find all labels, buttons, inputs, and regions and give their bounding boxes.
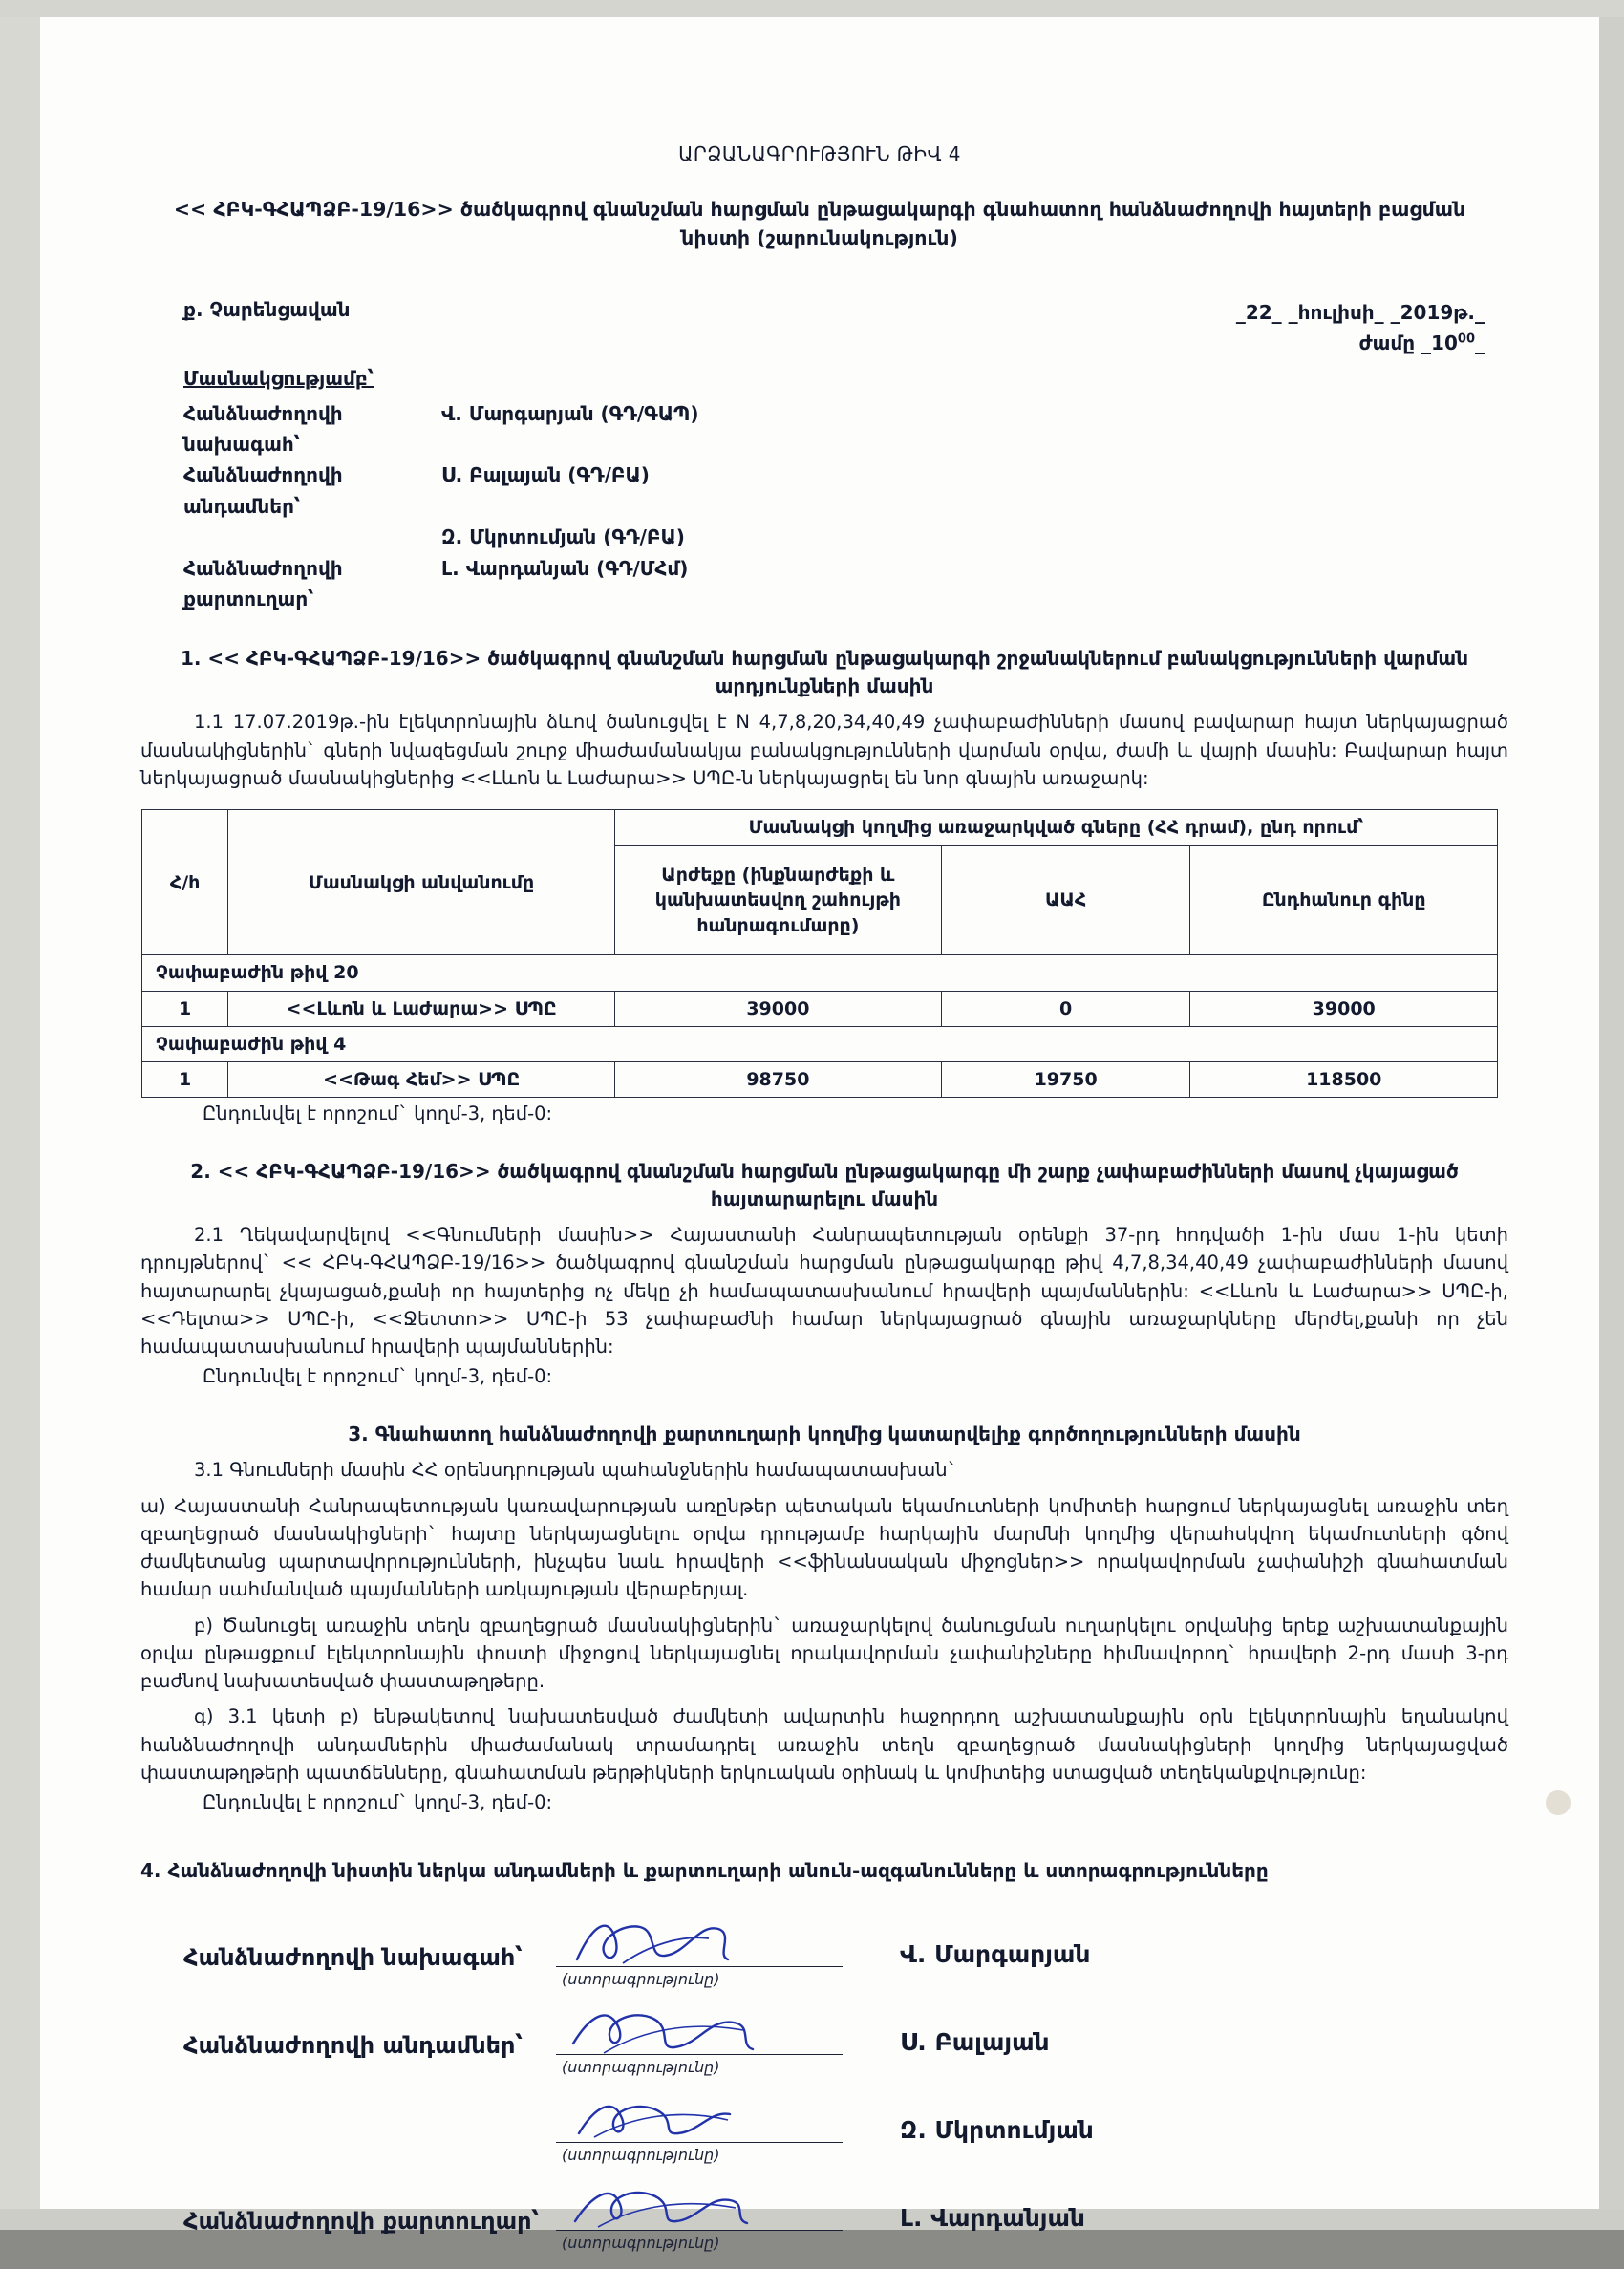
table-header-row-1: [142, 810, 1498, 846]
table-group-row: [142, 955, 1498, 991]
document-content: [40, 17, 1599, 2269]
header-total: Ընդհանուր գինը: [1190, 846, 1498, 955]
row-no: 1: [142, 991, 228, 1026]
scan-edge-right: [1599, 0, 1624, 2230]
section-2-heading: 2. << ՀԲԿ-ԳՀԱՊՁԲ-19/16>> ծածկագրով գնանշման հարցման ընթացակարգը մի շարք չափաբաժինների մասով չկայացած հայտարարելու մասին: [190, 1160, 1459, 1211]
signature-caption: (ստորագրությունը): [562, 2233, 720, 2252]
header-vat: ԱԱՀ: [941, 846, 1190, 955]
header-prices-group: Մասնակցի կողմից առաջարկված գները (ՀՀ դրամ), ընդ որում՝: [614, 810, 1497, 846]
section-3-item-b: բ) Ծանուցել առաջին տեղն զբաղեցրած մասնակիցներին` առաջարկելով ծանուցման ուղարկելու օրվանից երեք աշխատանքային օրվա ընթացքում էլեկտրոնային փոստի միջոցով ներկայացնել որակավորման չափանիշները հիմնավորող` հրավերի 2-րդ մասի 3-րդ բաժնով նախատեսված փաստաթղթերը.: [140, 1614, 1508, 1693]
signature-line: [556, 1917, 843, 1988]
participant-name: Ս. Բալայան (ԳԴ/ԲԱ): [441, 463, 650, 487]
row-price: 39000: [614, 991, 941, 1026]
section-3-heading: 3. Գնահատող հանձնաժողովի քարտուղարի կողմից կատարվելիք գործողությունների մասին: [348, 1423, 1301, 1446]
participant-name: Լ. Վարդանյան (ԳԴ/ՄՀմ): [441, 556, 689, 580]
signature-name: Լ. Վարդանյան: [900, 2203, 1085, 2232]
signature-role: Հանձնաժողովի անդամներ՝: [183, 2031, 523, 2059]
section-4-heading: 4. Հանձնաժողովի նիստին ներկա անդամների և քարտուղարի անուն-ազգանունները և ստորագրությունները: [140, 1858, 1269, 1882]
group-label-lot-20: Չափաբաժին թիվ 20: [142, 955, 1498, 991]
signature-role: Հանձնաժողովի քարտուղար՝: [183, 2207, 540, 2235]
signature-line: [556, 2005, 843, 2076]
section-2-decision-note: Ընդունվել է որոշում` կողմ-3, դեմ-0:: [203, 1365, 553, 1388]
signature-caption: (ստորագրությունը): [562, 2145, 720, 2164]
section-3-item-a: ա) Հայաստանի Հանրապետության կառավարության առընթեր պետական եկամուտների կոմիտեի հարցում ներկայացնել առաջին տեղ զբաղեցրած մասնակիցների` հայտը ներկայացնելու օրվա դրությամբ հարկային մարմնի կողմից վերահսկվող եկամուտների գծով ժամկետանց պարտավորությունների, ինչպես նաև հրավերի <<ֆինանսական միջոցներ>> որակավորման չափանիշի գնահատման համար սահմանված պայմանների առկայության վերաբերյալ.: [140, 1494, 1508, 1601]
participant-role: Հանձնաժողովի անդամներ՝: [183, 463, 343, 518]
signature-rule: [556, 2230, 843, 2231]
row-total: 118500: [1190, 1062, 1498, 1098]
document-title: ԱՐՁԱՆԱԳՐՈՒԹՅՈՒՆ ԹԻՎ 4: [678, 142, 961, 165]
signature-row-secretary: [183, 2181, 1599, 2252]
signature-role: [183, 2093, 556, 2150]
scan-edge-top: [0, 0, 1624, 17]
section-3-intro: 3.1 Գնումների մասին ՀՀ օրենսդրության պահանջներին համապատասխան`: [194, 1459, 957, 1482]
signature-row-member-2: [183, 2093, 1599, 2164]
time-superscript: 00: [1457, 332, 1475, 347]
section-2-paragraph: 2.1 Ղեկավարվելով <<Գնումների մասին>> Հայաստանի Հանրապետության օրենքի 37-րդ հոդվածի 1-ին մաս 1-ին կետի դրույթներով` << ՀԲԿ-ԳՀԱՊՁԲ-19/16>> ծածկագրով գնանշման հարցման ընթացակարգը թիվ 4,7,8,34,40,49 չափաբաժինների մասով հայտարարել չկայացած,քանի որ հայտերից ոչ մեկը չի համապատասխանում հրավերի պայմաններին: <<Լևոն և Լաժարա>> ՍՊԸ-ի, <<Դելտա>> ՍՊԸ-ի, <<Ջետտո>> ՍՊԸ-ի 53 չափաբաժնի համար ներկայացրած գնային առաջարկները մերժել,քանի որ չեն համապատասխանում հրավերի պայմաններին:: [140, 1224, 1508, 1359]
row-vat: 19750: [941, 1062, 1190, 1098]
participant-row-secretary: [183, 553, 1599, 615]
signature-name: Ս. Բալայան: [900, 2027, 1050, 2056]
handwritten-signature-icon: [566, 2001, 823, 2057]
signature-caption: (ստորագրությունը): [562, 2057, 720, 2076]
row-total: 39000: [1190, 991, 1498, 1026]
signature-row-chair: [183, 1917, 1599, 1988]
row-participant: <<Լևոն և Լաժարա>> ՍՊԸ: [228, 991, 615, 1026]
place-label: ք. Չարենցավան: [183, 298, 351, 322]
row-vat: 0: [941, 991, 1190, 1026]
participant-row-member-1: [183, 460, 1599, 522]
date-time-block: [1236, 297, 1485, 358]
participant-role: Հանձնաժողովի քարտուղար՝: [183, 556, 343, 611]
row-no: 1: [142, 1062, 228, 1098]
header-no: Հ/հ: [142, 810, 228, 955]
section-1-heading: 1. << ՀԲԿ-ԳՀԱՊՁԲ-19/16>> ծածկագրով գնանշման հարցման ընթացակարգի շրջանակներում բանակցությունների վարման արդյունքների մասին: [180, 647, 1469, 698]
section-3-decision-note: Ընդունվել է որոշում` կողմ-3, դեմ-0:: [203, 1791, 553, 1814]
row-participant: <<Թագ Հեմ>> ՍՊԸ: [228, 1062, 615, 1098]
signature-row-member-1: [183, 2005, 1599, 2076]
signatures-block: [40, 1917, 1599, 2252]
header-participant: Մասնակցի անվանումը: [228, 810, 615, 955]
participant-row-chair: [183, 398, 1599, 460]
participant-row-member-2: [183, 522, 1599, 552]
row-price: 98750: [614, 1062, 941, 1098]
signature-rule: [556, 1966, 843, 1967]
signature-line: [556, 2093, 843, 2164]
handwritten-signature-icon: [566, 2089, 823, 2145]
signature-name: Վ. Մարգարյան: [900, 1939, 1091, 1968]
time-label: ժամը $\_10^{00}\_$: [1358, 332, 1485, 355]
group-label-lot-4: Չափաբաժին թիվ 4: [142, 1026, 1498, 1061]
date-label: _22_ _հուլիսի_ _2019թ._: [1235, 301, 1485, 325]
header-price: Արժեքը (ինքնարժեքի և կանխատեսվող շահույթի հանրագումարը): [614, 846, 941, 955]
participants-heading: Մասնակցությամբ՝: [183, 367, 374, 391]
place-date-row: [40, 297, 1599, 360]
table-decision-note: Ընդունվել է որոշում` կողմ-3, դեմ-0:: [203, 1102, 553, 1125]
handwritten-signature-icon: [566, 1914, 823, 1969]
participants-block: [40, 366, 1599, 614]
bids-table: [141, 809, 1498, 1098]
signature-caption: (ստորագրությունը): [562, 1969, 720, 1988]
document-subtitle: << ՀԲԿ-ԳՀԱՊՁԲ-19/16>> ծածկագրով գնանշման հարցման ընթացակարգի գնահատող հանձնաժողովի հայտերի բացման նիստի (շարունակություն): [173, 197, 1466, 250]
section-1-paragraph: 1.1 17.07.2019թ.-ին էլեկտրոնային ձևով ծանուցվել է N 4,7,8,20,34,40,49 չափաբաժինների մասով բավարար հայտ ներկայացրած մասնակիցներին` գների նվազեցման շուրջ միաժամանակյա բանակցությունների վարման օրվա, ժամի և վայրի մասին: Բավարար հայտ ներկայացրած մասնակիցներից <<Լևոն և Լաժարա>> ՍՊԸ-ն ներկայացրել են նոր գնային առաջարկ:: [140, 711, 1508, 789]
paper-sheet: [40, 17, 1599, 2252]
participant-role: Հանձնաժողովի նախագահ՝: [183, 401, 343, 457]
section-3-item-c: գ) 3.1 կետի բ) ենթակետով նախատեսված ժամկետի ավարտին հաջորդող աշխատանքային օրն էլեկտրոնային եղանակով հանձնաժողովի անդամներին միաժամանակ տրամադրել առաջին տեղն զբաղեցրած մասնակիցների կողմից ներկայացված փաստաթղթերի պատճենները, գնահատման թերթիկների երկուական օրինակ և կոմիտեից ստացված տեղեկանքվությունը:: [140, 1705, 1508, 1784]
signature-rule: [556, 2054, 843, 2055]
signature-role: Հանձնաժողովի նախագահ՝: [183, 1943, 523, 1971]
participant-name: Զ. Մկրտումյան (ԳԴ/ԲԱ): [441, 525, 685, 549]
handwritten-signature-icon: [566, 2177, 823, 2233]
signature-name: Զ. Մկրտումյան: [900, 2115, 1094, 2144]
signature-rule: [556, 2142, 843, 2143]
scan-edge-left: [0, 0, 40, 2230]
table-row: [142, 991, 1498, 1026]
signature-line: [556, 2181, 843, 2252]
table-row: [142, 1062, 1498, 1098]
table-group-row: [142, 1026, 1498, 1061]
scan-artifact: [1546, 1790, 1571, 1815]
participant-name: Վ. Մարգարյան (ԳԴ/ԳԱՊ): [441, 401, 699, 425]
